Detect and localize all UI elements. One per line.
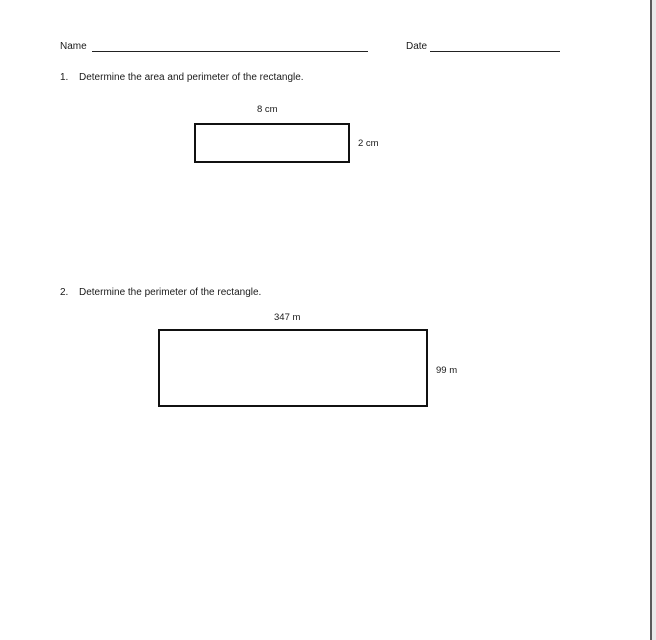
date-label: Date xyxy=(406,41,428,52)
question-2-text: Determine the perimeter of the rectangle. xyxy=(79,287,262,298)
question-1-text: Determine the area and perimeter of the rectangle. xyxy=(79,72,304,83)
date-line xyxy=(430,51,560,52)
name-line xyxy=(92,51,368,52)
question-1-number: 1. xyxy=(60,72,69,83)
question-2-width-label: 347 m xyxy=(274,312,301,323)
question-2-number: 2. xyxy=(60,287,69,298)
question-2-height-label: 99 m xyxy=(436,365,458,376)
question-1-rectangle xyxy=(194,123,350,163)
question-1-height-label: 2 cm xyxy=(358,138,379,149)
name-label: Name xyxy=(60,41,87,52)
question-1-width-label: 8 cm xyxy=(257,104,278,115)
page-edge xyxy=(650,0,652,640)
question-2-rectangle xyxy=(158,329,428,407)
